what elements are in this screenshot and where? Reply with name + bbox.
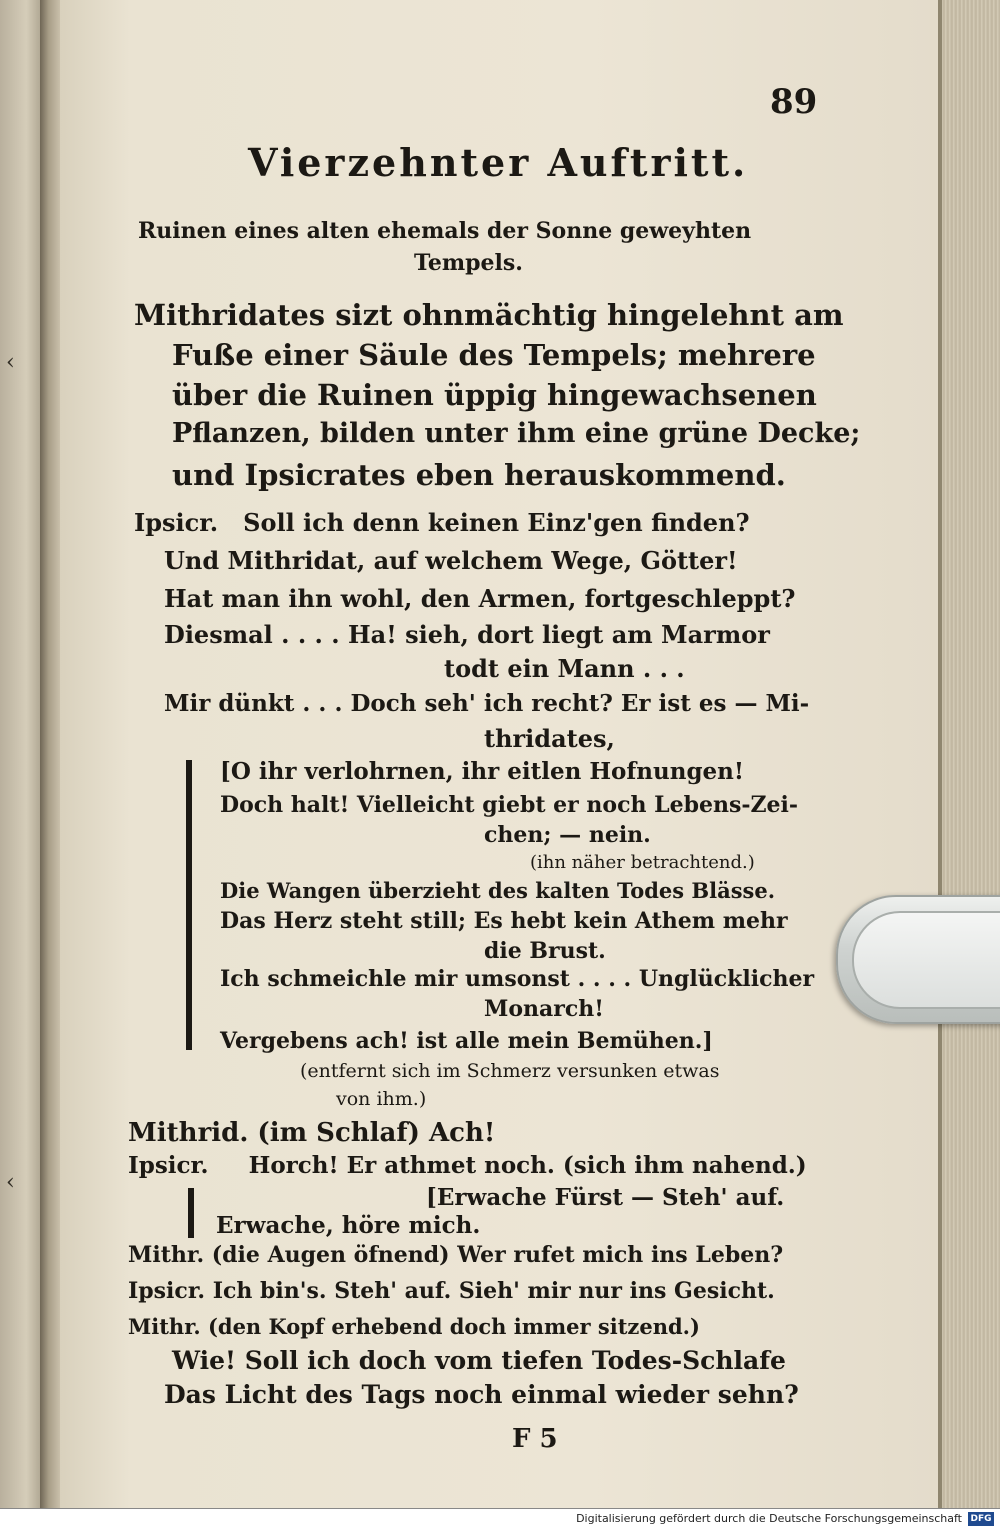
dialogue-line: Ich schmeichle mir umsonst . . . . Unglücklicher	[220, 966, 815, 992]
dialogue-line: Ipsicr. Horch! Er athmet noch. (sich ihm nahend.)	[128, 1152, 807, 1179]
dialogue-line: Doch halt! Vielleicht giebt er noch Lebens-Zei-	[220, 792, 799, 818]
dialogue-line: Diesmal . . . . Ha! sieh, dort liegt am Marmor	[164, 620, 770, 649]
dialogue-line: Vergebens ach! ist alle mein Bemühen.]	[220, 1028, 713, 1054]
dialogue-line: Mithrid. (im Schlaf) Ach!	[128, 1118, 496, 1148]
stage-note: (ihn näher betrachtend.)	[530, 852, 755, 873]
left-page-edge	[0, 0, 44, 1508]
stage-note: von ihm.)	[336, 1088, 427, 1110]
dialogue-line: Mithr. (die Augen öfnend) Wer rufet mich ins Leben?	[128, 1242, 784, 1268]
stage-direction-line: Fuße einer Säule des Tempels; mehrere	[172, 338, 816, 372]
dialogue-line: Ipsicr. Soll ich denn keinen Einz'gen finden?	[134, 508, 750, 537]
aside-bracket-bar	[188, 1188, 194, 1238]
dialogue-line: [Erwache Fürst — Steh' auf.	[426, 1184, 785, 1211]
dialogue-line: Die Wangen überzieht des kalten Todes Blässe.	[220, 878, 776, 903]
dialogue-line: [O ihr verlohrnen, ihr eitlen Hofnungen!	[220, 758, 744, 785]
stage-direction-line: und Ipsicrates eben herauskommend.	[172, 458, 786, 492]
book-gutter	[40, 0, 62, 1508]
scene-setting-line: Ruinen eines alten ehemals der Sonne geweyhten	[138, 218, 752, 244]
stage-direction-line: Pflanzen, bilden unter ihm eine grüne Decke;	[172, 418, 861, 449]
dialogue-line: Mithr. (den Kopf erhebend doch immer sitzend.)	[128, 1314, 700, 1339]
dialogue-line: Hat man ihn wohl, den Armen, fortgeschleppt?	[164, 584, 796, 613]
dialogue-line: Das Licht des Tags noch einmal wieder sehn?	[164, 1380, 799, 1409]
dialogue-line: Wie! Soll ich doch vom tiefen Todes-Schlafe	[172, 1346, 786, 1375]
funding-credit: Digitalisierung gefördert durch die Deutsche Forschungsgemeinschaft	[576, 1512, 962, 1525]
page-title: Vierzehnter Auftritt.	[248, 140, 749, 185]
aside-bracket-bar	[186, 760, 192, 1050]
credit-footer	[0, 1508, 1000, 1530]
margin-mark: ‹	[6, 350, 15, 375]
scene-setting-line: Tempels.	[414, 250, 523, 276]
dialogue-line: thridates,	[484, 724, 615, 753]
signature-mark: F 5	[512, 1424, 558, 1454]
dialogue-line: chen; — nein.	[484, 822, 651, 848]
stage-direction-line: Mithridates sizt ohnmächtig hingelehnt am	[134, 298, 844, 332]
dialogue-line: Ipsicr. Ich bin's. Steh' auf. Sieh' mir nur ins Gesicht.	[128, 1278, 775, 1304]
dfg-logo-icon: DFG	[968, 1512, 994, 1526]
dialogue-line: Monarch!	[484, 996, 604, 1022]
page-fore-edge	[938, 0, 1000, 1508]
dialogue-line: Mir dünkt . . . Doch seh' ich recht? Er ist es — Mi-	[164, 690, 810, 717]
dialogue-line: die Brust.	[484, 938, 606, 964]
page-number: 89	[770, 82, 818, 122]
page-clip	[836, 895, 1000, 1024]
stage-direction-line: über die Ruinen üppig hingewachsenen	[172, 378, 817, 412]
dialogue-line: Und Mithridat, auf welchem Wege, Götter!	[164, 546, 738, 575]
dialogue-line: Erwache, höre mich.	[216, 1212, 481, 1239]
dialogue-line: Das Herz steht still; Es hebt kein Athem mehr	[220, 908, 788, 934]
stage-note: (entfernt sich im Schmerz versunken etwas	[300, 1060, 720, 1082]
dialogue-line: todt ein Mann . . .	[444, 654, 685, 683]
margin-mark: ‹	[6, 1170, 15, 1195]
